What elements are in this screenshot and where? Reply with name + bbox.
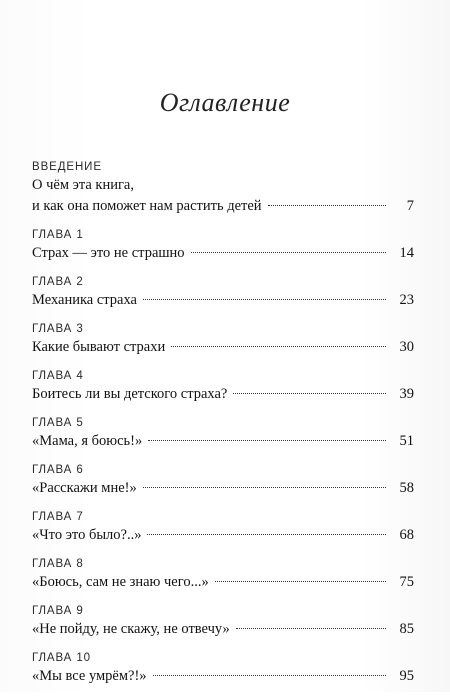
toc-entry-chapter-1[interactable] [32, 228, 414, 264]
toc-entry-label: ГЛАВА 1 [32, 229, 84, 241]
toc-entry-chapter-3[interactable] [32, 322, 414, 358]
toc-entry-title: «Расскажи мне!» [32, 480, 137, 496]
toc-entry-line [32, 196, 414, 217]
toc-entry-chapter-4[interactable] [32, 369, 414, 405]
toc-entry-label: ГЛАВА 4 [32, 370, 84, 382]
toc-entry-title: «Что это было?..» [32, 527, 142, 543]
toc-entry-line [32, 431, 414, 452]
dot-leader [148, 440, 386, 441]
toc-entry-chapter-5[interactable] [32, 416, 414, 452]
toc-entry-line [32, 525, 414, 546]
dot-leader [215, 581, 386, 582]
toc-entry-title: «Мы все умрём?!» [32, 668, 147, 684]
toc-entry-label: ГЛАВА 7 [32, 511, 84, 523]
toc-entry-title: Какие бывают страхи [32, 339, 166, 355]
toc-entry-title: «Не пойду, не скажу, не отвечу» [32, 621, 230, 637]
toc-entry-page: 51 [399, 433, 414, 449]
toc-entry-label: ГЛАВА 6 [32, 464, 84, 476]
table-of-contents [32, 160, 414, 698]
toc-entry-title: «Боюсь, сам не знаю чего...» [32, 574, 209, 590]
toc-entry-label: ГЛАВА 10 [32, 652, 91, 664]
toc-entry-title-line: и как она поможет нам растить детей [32, 198, 262, 214]
toc-entry-page: 75 [399, 574, 414, 590]
toc-entry-line [32, 619, 414, 640]
dot-leader [143, 299, 386, 300]
dot-leader [171, 346, 386, 347]
toc-entry-label: ГЛАВА 2 [32, 276, 84, 288]
toc-entry-title: Боитесь ли вы детского страха? [32, 386, 228, 402]
toc-entry-page: 23 [399, 292, 414, 308]
toc-entry-title: «Мама, я боюсь!» [32, 433, 143, 449]
toc-entry-label: ВВЕДЕНИЕ [32, 161, 102, 173]
toc-entry-page: 39 [399, 386, 414, 402]
dot-leader [268, 205, 386, 206]
toc-entry-title: Механика страха [32, 292, 137, 308]
toc-entry-page: 30 [399, 339, 414, 355]
toc-entry-page: 95 [399, 668, 414, 684]
toc-entry-page: 85 [399, 621, 414, 637]
toc-entry-title-line: О чём эта книга, [32, 177, 134, 193]
toc-entry-label: ГЛАВА 3 [32, 323, 84, 335]
dot-leader [143, 487, 386, 488]
toc-entry-title: Страх — это не страшно [32, 245, 185, 261]
dot-leader [147, 534, 386, 535]
page-title: Оглавление [159, 88, 291, 117]
toc-entry-page: 14 [399, 245, 414, 261]
toc-entry-label: ГЛАВА 8 [32, 558, 84, 570]
dot-leader [236, 628, 386, 629]
toc-entry-line [32, 384, 414, 405]
dot-leader [153, 675, 386, 676]
dot-leader [191, 252, 386, 253]
toc-entry-line [32, 666, 414, 687]
toc-entry-chapter-2[interactable] [32, 275, 414, 311]
toc-entry-line [32, 290, 414, 311]
toc-entry-page: 7 [406, 198, 414, 214]
dot-leader [233, 393, 386, 394]
toc-entry-line [32, 337, 414, 358]
toc-entry-label: ГЛАВА 5 [32, 417, 84, 429]
toc-entry-chapter-10[interactable] [32, 651, 414, 687]
toc-entry-chapter-7[interactable] [32, 510, 414, 546]
toc-entry-line [32, 243, 414, 264]
toc-entry-chapter-8[interactable] [32, 557, 414, 593]
toc-entry-chapter-6[interactable] [32, 463, 414, 499]
toc-entry-page: 58 [399, 480, 414, 496]
toc-entry-line [32, 572, 414, 593]
toc-entry-page: 68 [399, 527, 414, 543]
toc-entry-introduction[interactable] [32, 160, 414, 217]
toc-entry-chapter-9[interactable] [32, 604, 414, 640]
toc-entry-label: ГЛАВА 9 [32, 605, 84, 617]
toc-entry-line [32, 478, 414, 499]
